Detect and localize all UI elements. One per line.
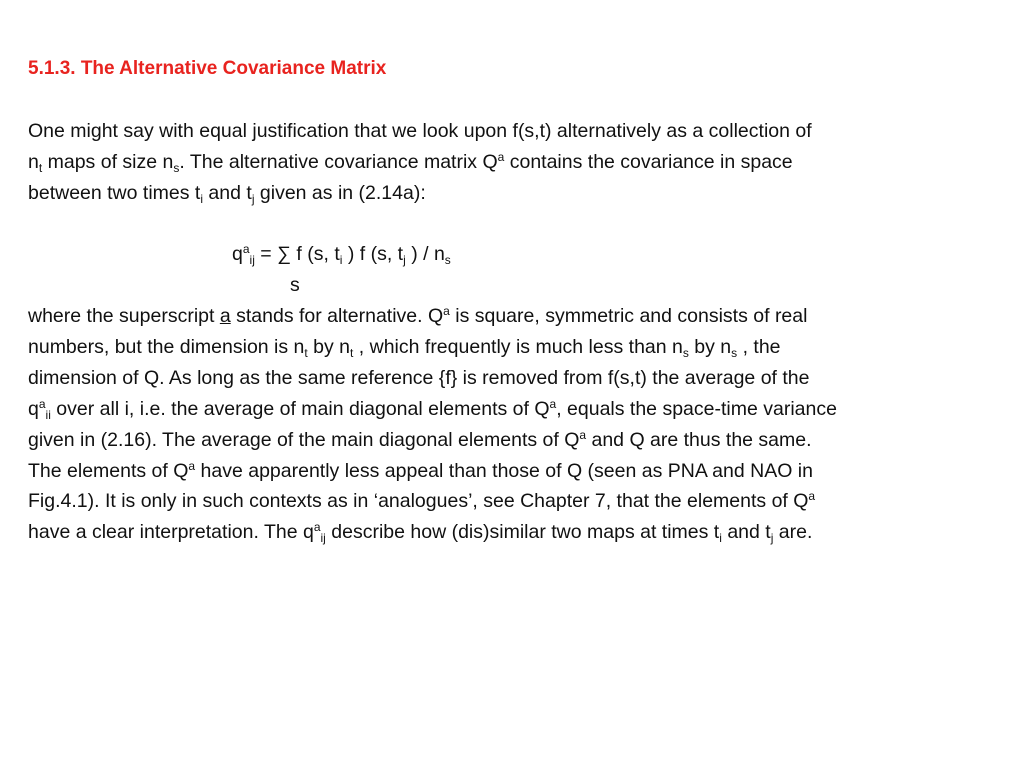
para2-line7: Fig.4.1). It is only in such contexts as in ‘analogues’, see Chapter 7, that the elements of $Q^a$ bbox=[28, 489, 816, 512]
para2-line4: $q^a_{ii}$ over all i, i.e. the average of main diagonal elements of $Q^a$, equals the space-time variance bbox=[28, 397, 837, 422]
para1-line3: between two times $t_i$ and $t_j$ given as in (2.14a): bbox=[28, 182, 426, 206]
para1-line2: $n_t$ maps of size $n_s$. The alternative covariance matrix $Q^a$ contains the covariance in space bbox=[28, 150, 793, 175]
para2-line2: numbers, but the dimension is $n_t$ by $n_t$ , which frequently is much less than $n_s$ by $n_s$ , the bbox=[28, 336, 781, 360]
para2-line1: where the superscript a stands for alternative. $Q^a$ is square, symmetric and consists of real bbox=[28, 304, 808, 327]
covariance-formula: $q^a_{ij}$ = ∑ f (s, $t_i$ ) f (s, $t_j$ ) / $n_s$ bbox=[232, 242, 451, 267]
section-title: 5.1.3. The Alternative Covariance Matrix bbox=[28, 58, 387, 79]
para2-line8: have a clear interpretation. The $q^a_{ij}$ describe how (dis)similar two maps at times $t_i$ and $t_j$ are. bbox=[28, 520, 813, 545]
para1-line1: One might say with equal justification that we look upon f(s,t) alternatively as a collection of bbox=[28, 120, 812, 142]
para2-line5: given in (2.16). The average of the main diagonal elements of $Q^a$ and Q are thus the same. bbox=[28, 428, 812, 451]
summation-index: s bbox=[290, 274, 300, 296]
para2-line6: The elements of $Q^a$ have apparently less appeal than those of Q (seen as PNA and NAO in bbox=[28, 459, 813, 482]
para2-line3: dimension of Q. As long as the same reference {f} is removed from f(s,t) the average of the bbox=[28, 367, 810, 389]
